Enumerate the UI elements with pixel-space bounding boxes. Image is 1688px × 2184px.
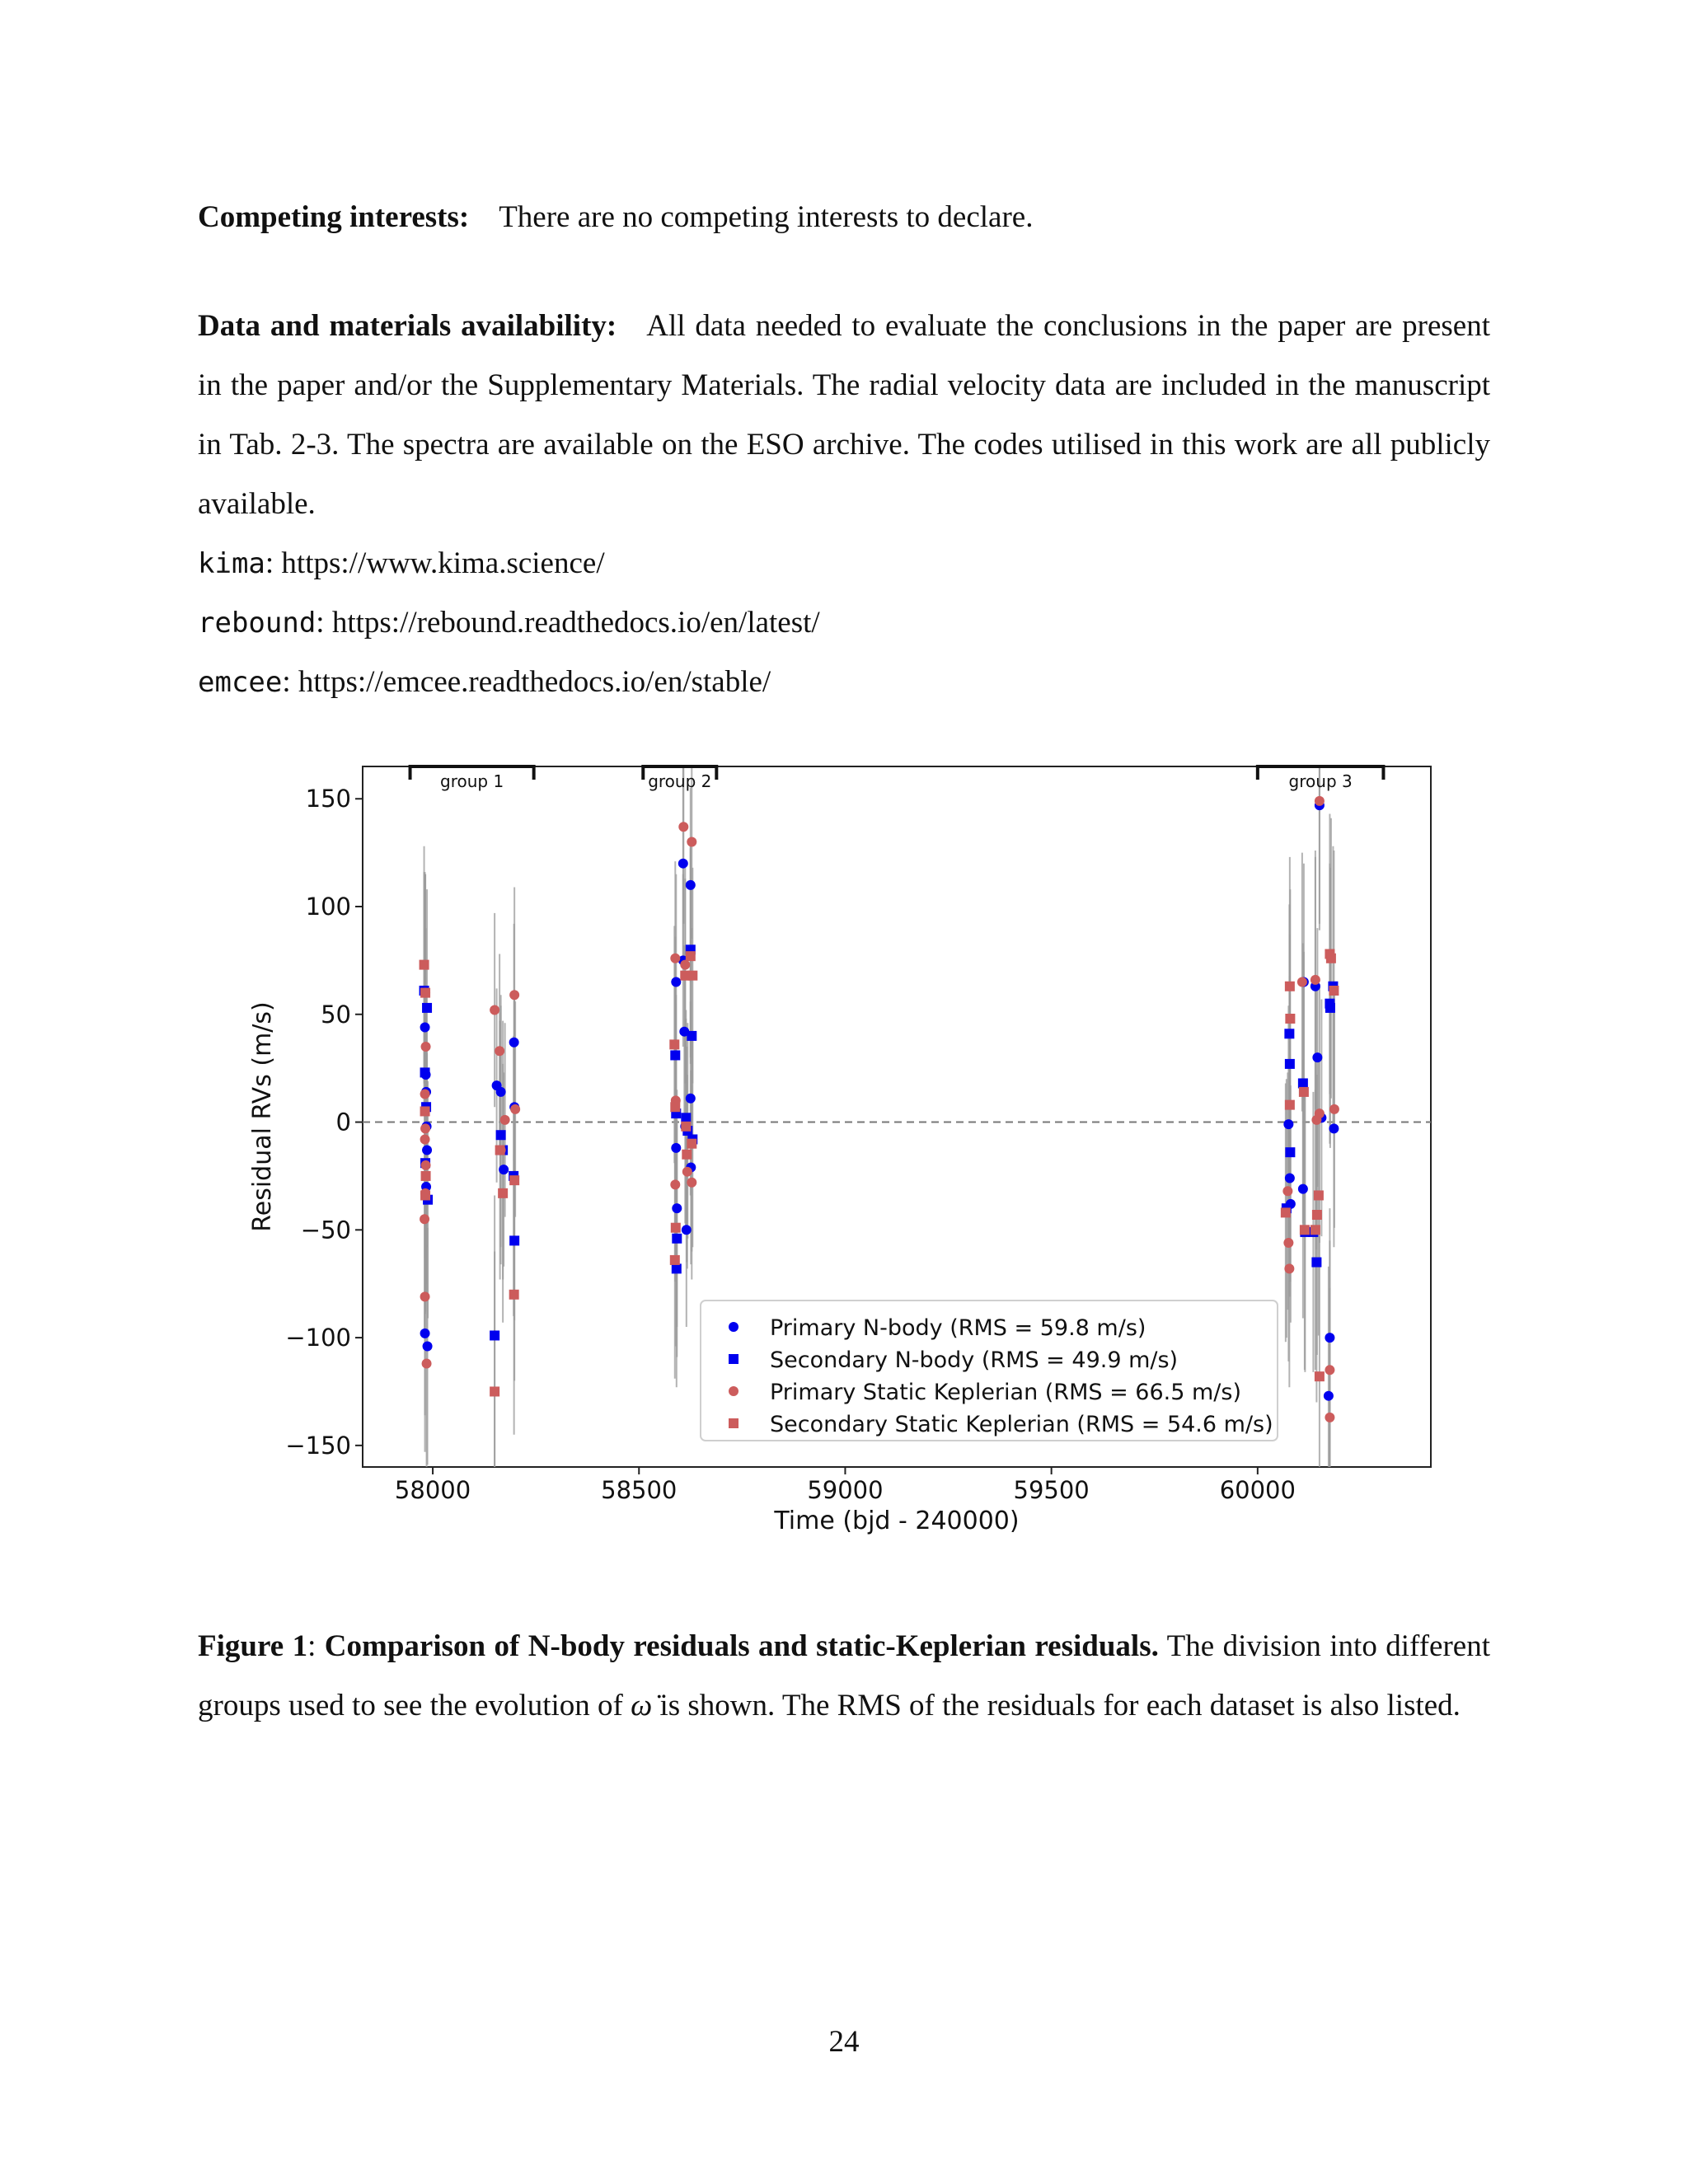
page-number: 24 xyxy=(828,2025,860,2059)
figure-title: Comparison of N-body residuals and static-Keplerian residuals. xyxy=(324,1629,1159,1663)
data-point-series-3 xyxy=(510,1104,520,1114)
data-point-series-4 xyxy=(421,1171,431,1181)
data-point-series-1 xyxy=(423,1342,433,1352)
data-point-series-1 xyxy=(1298,1184,1308,1194)
data-point-series-3 xyxy=(420,1291,430,1301)
data-point-series-1 xyxy=(496,1087,506,1097)
data-point-series-3 xyxy=(1297,977,1307,987)
data-point-series-2 xyxy=(1285,1147,1295,1157)
group-brackets-layer xyxy=(410,766,1384,791)
data-point-series-1 xyxy=(671,1143,681,1153)
data-point-series-4 xyxy=(490,1386,499,1396)
data-point-series-3 xyxy=(420,1123,430,1133)
code-name: rebound xyxy=(198,607,316,640)
legend-label: Secondary Static Keplerian (RMS = 54.6 m/s) xyxy=(770,1412,1273,1437)
data-point-series-2 xyxy=(681,1113,691,1122)
legend-marker xyxy=(729,1386,738,1396)
caption-text-after: is shown. The RMS of the residuals for each dataset is also listed. xyxy=(659,1689,1461,1722)
data-point-series-1 xyxy=(1324,1391,1334,1401)
data-point-series-4 xyxy=(681,1122,691,1132)
x-tick-label: 60000 xyxy=(1219,1476,1296,1504)
data-point-series-3 xyxy=(678,822,688,832)
competing-text: There are no competing interests to declare. xyxy=(499,200,1034,234)
data-point-series-3 xyxy=(421,1042,431,1052)
code-url[interactable]: https://www.kima.science/ xyxy=(281,546,605,580)
data-point-series-4 xyxy=(420,960,429,970)
data-point-series-2 xyxy=(490,1330,499,1340)
data-point-series-3 xyxy=(1315,1108,1325,1118)
data-point-series-4 xyxy=(1311,1225,1320,1235)
data-point-series-4 xyxy=(498,1188,508,1198)
data-point-series-3 xyxy=(495,1046,504,1056)
data-point-series-4 xyxy=(509,1290,519,1300)
data-point-series-4 xyxy=(1312,1210,1322,1220)
availability-heading: Data and materials availability: xyxy=(198,309,617,343)
data-point-series-4 xyxy=(671,1223,681,1233)
data-point-series-3 xyxy=(420,1134,430,1144)
data-point-series-1 xyxy=(1329,1123,1339,1133)
data-point-series-3 xyxy=(422,1358,432,1368)
data-point-series-2 xyxy=(672,1263,682,1273)
data-point-series-4 xyxy=(420,1190,430,1200)
data-point-series-1 xyxy=(678,859,688,869)
y-tick-label: −100 xyxy=(285,1324,351,1352)
data-point-series-2 xyxy=(422,1003,432,1013)
data-point-series-1 xyxy=(420,1329,430,1338)
x-tick-label: 59500 xyxy=(1013,1476,1090,1504)
y-tick-label: −50 xyxy=(300,1216,351,1244)
data-point-series-1 xyxy=(509,1038,519,1047)
group-label: group 1 xyxy=(440,771,504,791)
legend xyxy=(701,1301,1278,1441)
data-point-series-3 xyxy=(420,1090,430,1099)
y-tick-label: 150 xyxy=(305,785,351,813)
data-point-series-3 xyxy=(1325,1413,1334,1422)
data-point-series-1 xyxy=(1312,1052,1322,1062)
data-availability xyxy=(198,297,1490,534)
data-point-series-3 xyxy=(1284,1263,1294,1273)
data-point-series-4 xyxy=(686,951,696,961)
data-point-series-1 xyxy=(1285,1174,1295,1183)
data-point-series-1 xyxy=(686,1094,696,1104)
data-point-series-3 xyxy=(682,1167,692,1177)
data-point-series-1 xyxy=(682,1225,692,1235)
data-point-series-1 xyxy=(671,977,681,987)
data-point-series-3 xyxy=(687,837,696,847)
residual-rv-chart xyxy=(231,750,1451,1541)
data-point-series-3 xyxy=(1315,796,1325,806)
data-point-series-1 xyxy=(499,1165,509,1174)
data-point-series-3 xyxy=(421,1160,431,1170)
data-point-series-2 xyxy=(670,1050,680,1060)
data-point-series-3 xyxy=(680,960,690,970)
data-point-series-3 xyxy=(1325,1365,1334,1375)
code-name: kima xyxy=(198,547,265,580)
data-point-series-2 xyxy=(1325,1003,1335,1013)
data-point-series-2 xyxy=(1298,1078,1308,1088)
data-point-series-2 xyxy=(1285,1059,1295,1069)
data-point-series-4 xyxy=(1326,954,1336,963)
legend-marker xyxy=(729,1418,738,1428)
data-point-series-4 xyxy=(495,1146,505,1155)
x-axis-label: Time (bjd - 240000) xyxy=(774,1507,1020,1535)
data-point-series-4 xyxy=(1299,1087,1309,1097)
figure-label: Figure 1 xyxy=(198,1629,308,1663)
data-point-series-3 xyxy=(670,1179,680,1189)
data-point-series-4 xyxy=(420,988,430,998)
code-line-emcee: emcee: https://emcee.readthedocs.io/en/stable/ xyxy=(198,665,771,699)
code-url[interactable]: https://rebound.readthedocs.io/en/latest/ xyxy=(331,606,820,640)
data-point-series-3 xyxy=(1282,1186,1292,1196)
data-point-series-1 xyxy=(672,1203,682,1213)
data-point-series-4 xyxy=(669,1039,679,1049)
data-point-series-3 xyxy=(500,1115,510,1125)
data-point-series-4 xyxy=(1315,1371,1325,1381)
figure-caption: Figure 1: Comparison of N-body residuals and static-Keplerian residuals. The division into different groups used to see the evolution of ω̇ is shown. The RMS of the residuals for each dataset is also listed. xyxy=(198,1629,1490,1722)
data-point-series-4 xyxy=(1285,1014,1295,1024)
data-point-series-3 xyxy=(1311,975,1320,985)
data-point-series-3 xyxy=(420,1214,429,1224)
competing-interests xyxy=(198,188,1490,247)
data-point-series-4 xyxy=(682,1150,692,1160)
data-point-series-4 xyxy=(1285,1100,1295,1110)
data-point-series-1 xyxy=(420,1022,430,1032)
data-point-series-2 xyxy=(672,1234,682,1244)
data-point-series-4 xyxy=(1281,1207,1291,1217)
data-point-series-2 xyxy=(420,1067,430,1077)
y-axis-label: Residual RVs (m/s) xyxy=(248,1001,277,1232)
omega-dot-symbol: ω̇ xyxy=(631,1689,653,1722)
data-point-series-4 xyxy=(670,1102,680,1112)
data-point-series-4 xyxy=(687,971,697,981)
data-point-series-4 xyxy=(687,1139,696,1149)
competing-heading: Competing interests: xyxy=(198,200,470,234)
data-point-series-1 xyxy=(686,880,696,890)
x-tick-label: 59000 xyxy=(807,1476,884,1504)
data-point-series-3 xyxy=(490,1005,499,1015)
data-point-series-3 xyxy=(509,990,519,1000)
data-point-series-1 xyxy=(1325,1333,1334,1343)
data-point-series-4 xyxy=(1314,1190,1324,1200)
code-url[interactable]: https://emcee.readthedocs.io/en/stable/ xyxy=(298,665,771,699)
x-tick-label: 58000 xyxy=(394,1476,471,1504)
y-tick-label: 50 xyxy=(321,1000,351,1029)
data-point-series-3 xyxy=(1329,1104,1339,1114)
data-point-series-1 xyxy=(1283,1119,1293,1129)
y-tick-label: 100 xyxy=(305,893,351,921)
legend-label: Primary Static Keplerian (RMS = 66.5 m/s) xyxy=(770,1380,1241,1405)
data-point-series-2 xyxy=(496,1130,506,1140)
data-point-series-3 xyxy=(687,1178,696,1188)
legend-marker xyxy=(729,1322,738,1332)
legend-marker xyxy=(729,1354,738,1364)
data-point-series-2 xyxy=(1311,1258,1321,1268)
data-point-series-2 xyxy=(1284,1029,1294,1038)
data-point-series-4 xyxy=(1300,1225,1310,1235)
data-point-series-4 xyxy=(1285,982,1295,991)
data-point-series-3 xyxy=(670,954,680,963)
data-point-series-2 xyxy=(687,1031,696,1041)
code-line-rebound: rebound: https://rebound.readthedocs.io/en/latest/ xyxy=(198,606,820,640)
legend-label: Secondary N-body (RMS = 49.9 m/s) xyxy=(770,1347,1179,1373)
data-point-series-4 xyxy=(509,1175,519,1185)
data-point-series-2 xyxy=(509,1235,519,1245)
code-line-kima: kima: https://www.kima.science/ xyxy=(198,546,605,580)
availability-text: All data needed to evaluate the conclusions in the paper are present in the paper and/or the Supplementary Materials. The radial velocity data are included in the manuscript in Tab. 2-3. The spectra are available on the ESO archive. The codes utilised in this work are all publicly available. xyxy=(198,309,1491,521)
data-point-series-1 xyxy=(422,1146,432,1155)
y-tick-label: −150 xyxy=(285,1431,351,1460)
code-name: emcee xyxy=(198,666,283,699)
caption-text-before: The division into different groups used to see the evolution of xyxy=(198,1629,1490,1722)
data-point-series-4 xyxy=(420,1106,430,1116)
y-tick-label: 0 xyxy=(335,1108,351,1137)
x-tick-label: 58500 xyxy=(601,1476,678,1504)
data-point-series-3 xyxy=(1283,1238,1293,1248)
group-label: group 3 xyxy=(1288,771,1353,791)
data-point-series-4 xyxy=(1329,986,1339,996)
group-label: group 2 xyxy=(648,771,712,791)
legend-label: Primary N-body (RMS = 59.8 m/s) xyxy=(770,1315,1146,1341)
data-point-series-4 xyxy=(670,1255,680,1265)
